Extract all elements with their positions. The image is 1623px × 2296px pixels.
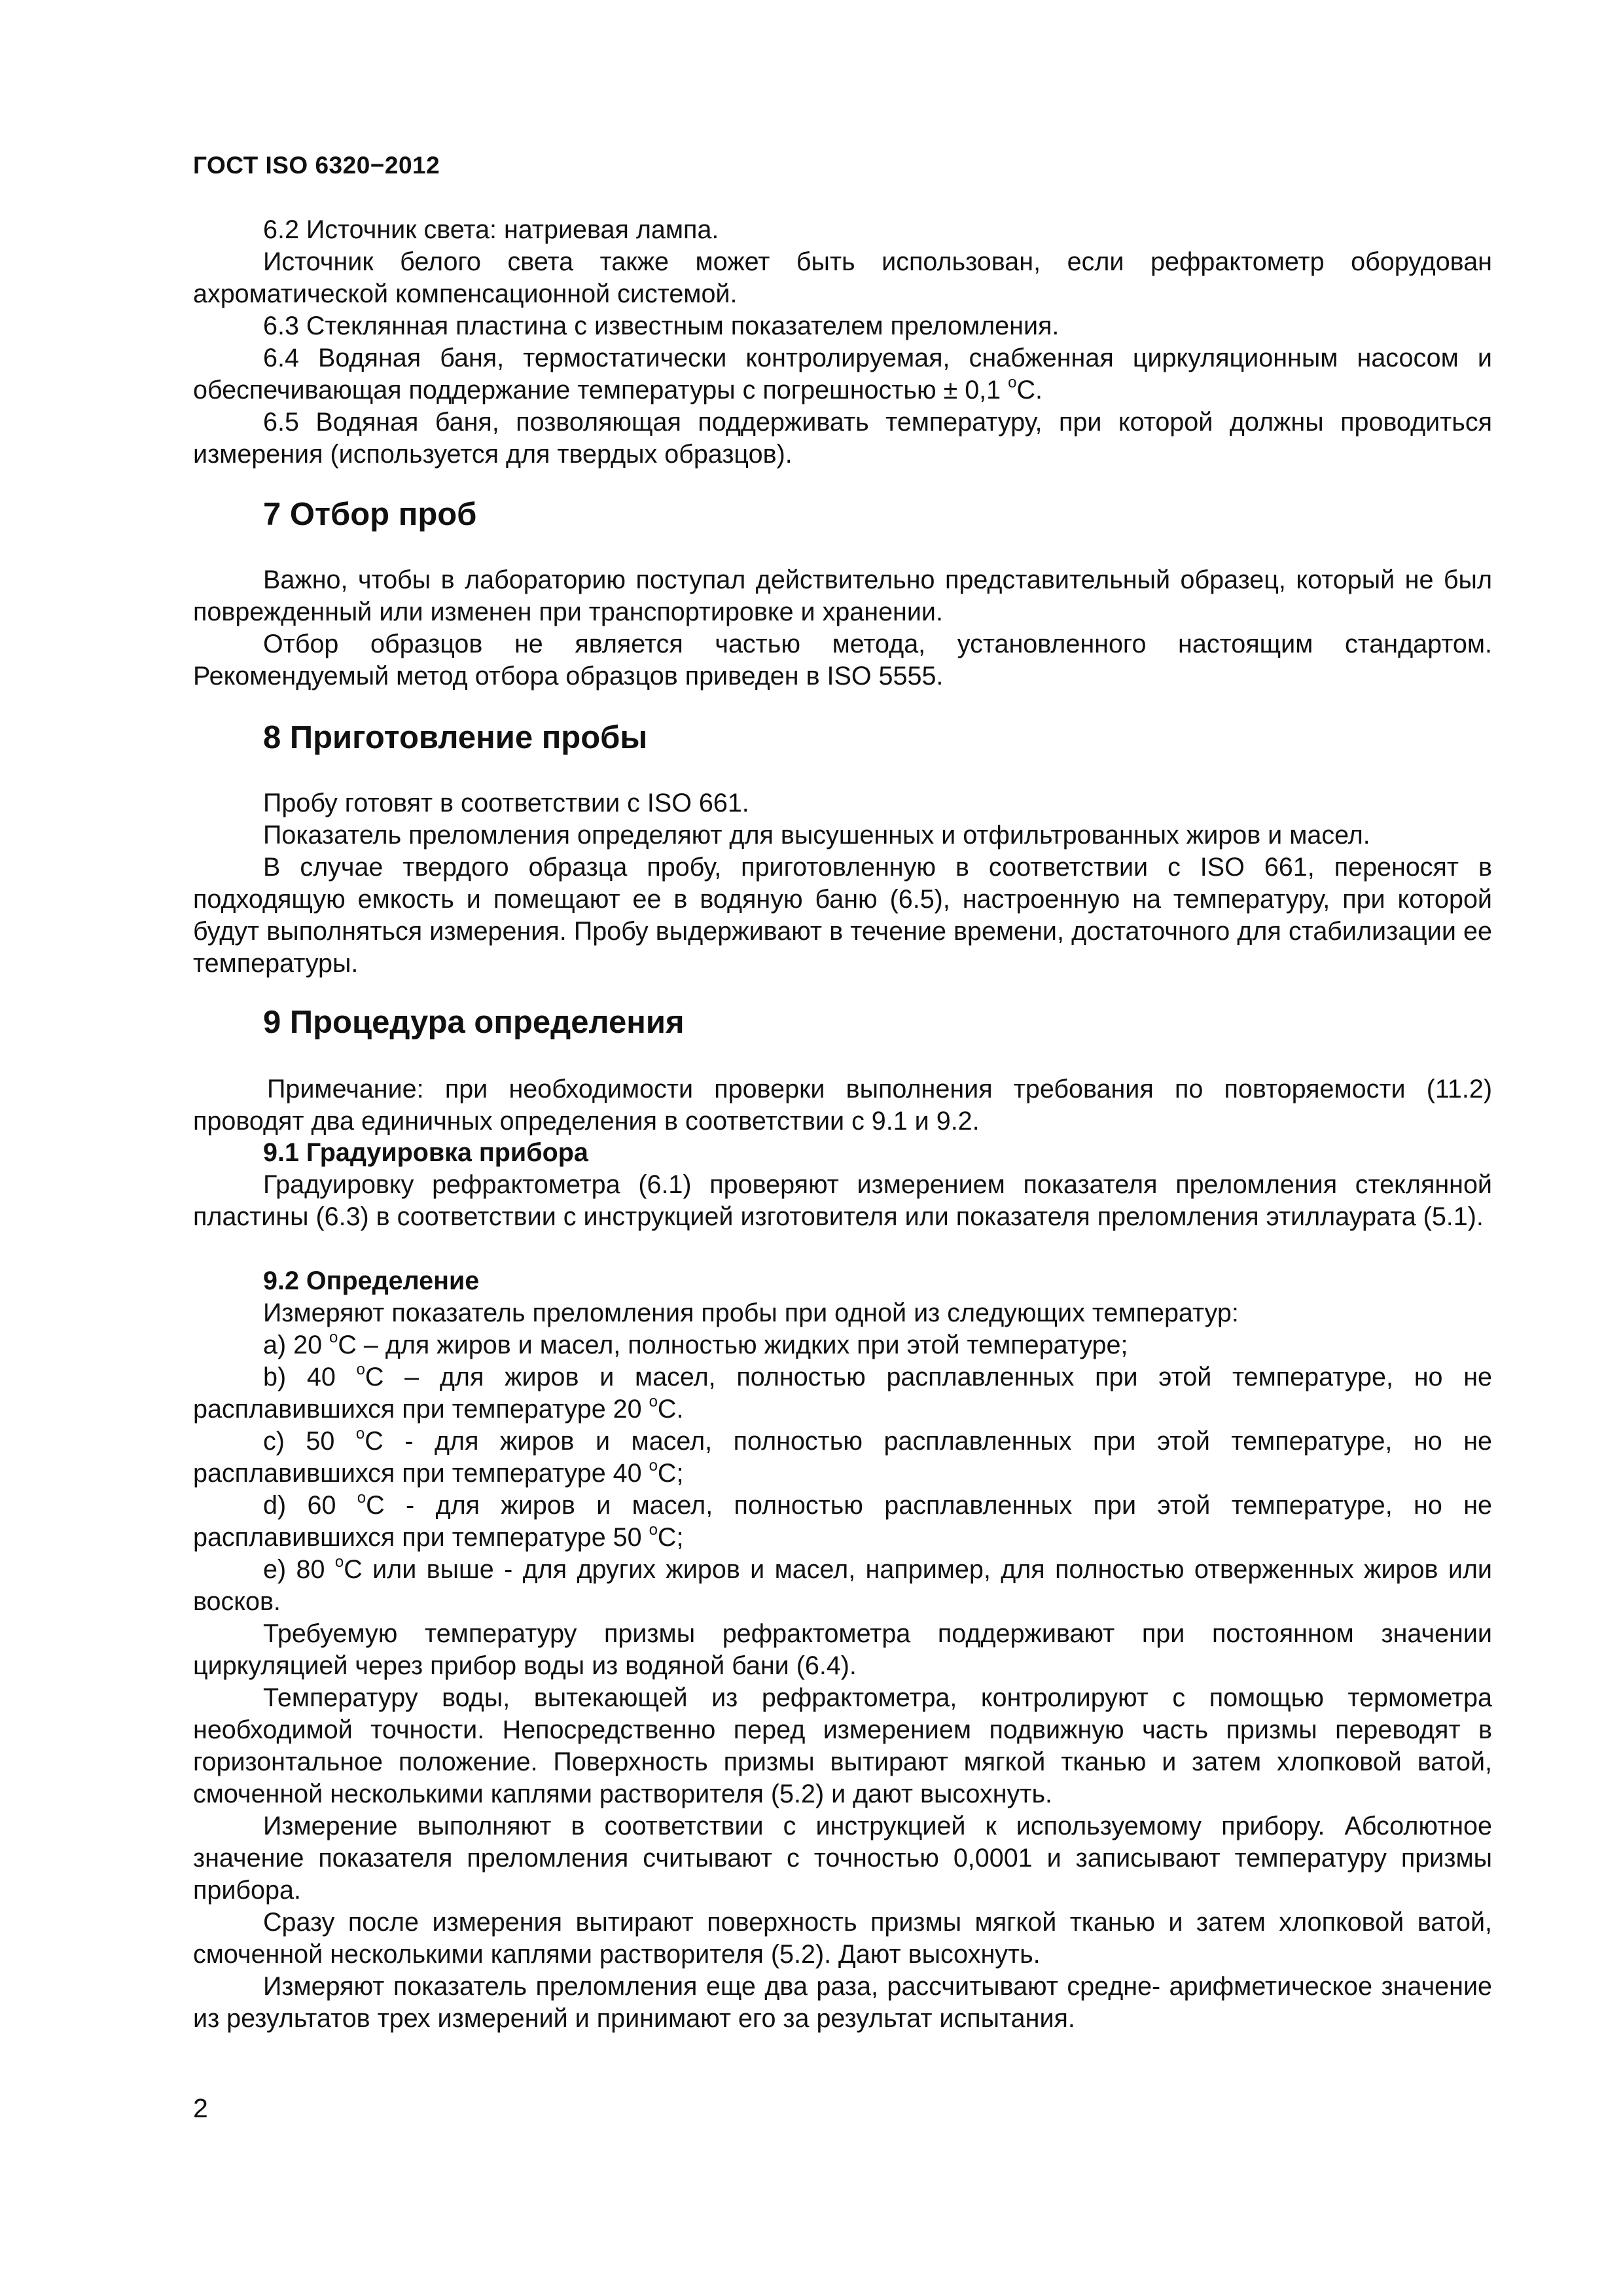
list-item-a — [193, 1329, 1492, 1361]
degree-mark: o — [329, 1329, 338, 1346]
section-9-paragraph-1: Требуемую температуру призмы рефрактометра поддерживают при постоянном значении циркуляцией через прибор воды из водяной бани (6.4). — [193, 1619, 1492, 1680]
degree-mark: o — [355, 1425, 365, 1443]
page-number: 2 — [193, 2093, 208, 2123]
list-item-e — [193, 1554, 1492, 1618]
subsection-9-2-title: 9.2 Определение — [263, 1266, 480, 1295]
subsection-9-1-text: Градуировку рефрактометра (6.1) проверяют измерением показателя преломления стеклянной пластины (6.3) в соответствии с инструкцией изготовителя или показателя преломления этиллаурата (5.1). — [193, 1170, 1492, 1231]
section-9-title: 9 Процедура определения — [263, 1005, 685, 1040]
list-item-b — [193, 1361, 1492, 1426]
section-9-paragraph-4: Сразу после измерения вытирают поверхность призмы мягкой тканью и затем хлопковой ватой, смоченной несколькими каплями растворителя (5.2). Дают высохнуть. — [193, 1908, 1492, 1969]
degree-mark: o — [334, 1553, 344, 1571]
text-fragment: b) 40 — [263, 1363, 357, 1391]
subsection-9-2-intro: Измеряют показатель преломления пробы при одной из следующих температур: — [263, 1299, 1239, 1327]
degree-mark: o — [356, 1361, 365, 1378]
section-8-paragraph-3: В случае твердого образца пробу, приготовленную в соответствии с ISO 661, переносят в подходящую емкость и помещают ее в водяную баню (6.5), настроенную на температуру, при которой будут выполняться измерения. Пробу выдерживают в течение времени, достаточного для стабилизации ее температуры. — [193, 853, 1492, 978]
text-fragment: С – для жиров и масел, полностью жидких при этой температуре; — [338, 1331, 1128, 1359]
text-fragment: С. — [657, 1395, 684, 1424]
section-8-title: 8 Приготовление пробы — [263, 720, 648, 755]
section-7-title: 7 Отбор проб — [263, 497, 477, 532]
paragraph-6-2: 6.2 Источник света: натриевая лампа. — [263, 215, 719, 244]
text-fragment: С – для жиров и масел, полностью расплавленных при этой температуре, но не расплавившихся при температуре 20 — [193, 1363, 1492, 1424]
section-9-note: Примечание: при необходимости проверки выполнения требования по повторяемости (11.2) проводят два единичных определения в соответствии с 9.1 и 9.2. — [193, 1075, 1492, 1136]
degree-mark: o — [649, 1521, 658, 1539]
section-9-paragraph-2: Температуру воды, вытекающей из рефрактометра, контролируют с помощью термометра необходимой точности. Непосредственно перед измерением подвижную часть призмы переводят в горизонтальное положение. Поверхность призмы вытирают мягкой тканью и затем хлопковой ватой, смоченной несколькими каплями растворителя (5.2) и дают высохнуть. — [193, 1683, 1492, 1808]
text-fragment: а) 20 — [263, 1331, 330, 1359]
degree-mark: o — [357, 1489, 366, 1507]
text-fragment: d) 60 — [263, 1491, 357, 1520]
degree-mark: o — [649, 1457, 658, 1475]
subsection-9-1-title: 9.1 Градуировка прибора — [263, 1138, 588, 1167]
section-8-paragraph-2: Показатель преломления определяют для высушенных и отфильтрованных жиров и масел. — [263, 821, 1370, 850]
list-item-c — [193, 1426, 1492, 1490]
text-fragment: 6.4 Водяная баня, термостатически контролируемая, снабженная циркуляционным насосом и обеспечивающая поддержание температуры с погрешностью ± 0,1 — [193, 344, 1492, 404]
paragraph-6-3: 6.3 Стеклянная пластина с известным показателем преломления. — [263, 312, 1060, 340]
text-fragment: С. — [1016, 376, 1043, 404]
section-7-paragraph-2: Отбор образцов не является частью метода, установленного настоящим стандартом. Рекомендуемый метод отбора образцов приведен в ISO 5555. — [193, 630, 1492, 691]
text-fragment: e) 80 — [263, 1555, 335, 1584]
document-page — [193, 0, 1492, 2296]
text-fragment: С или выше - для других жиров и масел, например, для полностью отверженных жиров или восков. — [193, 1555, 1492, 1616]
document-header: ГОСТ ISO 6320−2012 — [193, 152, 440, 179]
degree-mark: o — [1008, 374, 1017, 391]
paragraph-6-4 — [193, 342, 1492, 406]
degree-mark: o — [649, 1393, 658, 1410]
section-9-paragraph-3: Измерение выполняют в соответствии с инструкцией к используемому прибору. Абсолютное значение показателя преломления считывают с точностью 0,0001 и записывают температуру призмы прибора. — [193, 1812, 1492, 1905]
text-fragment: С - для жиров и масел, полностью расплавленных при этой температуре, но не расплавившихся при температуре 40 — [193, 1427, 1492, 1488]
list-item-d — [193, 1490, 1492, 1554]
section-9-paragraph-5: Измеряют показатель преломления еще два раза, рассчитывают средне- арифметическое значение из результатов трех измерений и принимают его за результат испытания. — [193, 1972, 1492, 2033]
text-fragment: С; — [657, 1523, 684, 1552]
text-fragment: c) 50 — [263, 1427, 356, 1456]
paragraph-6-5: 6.5 Водяная баня, позволяющая поддерживать температуру, при которой должны проводиться измерения (используется для твердых образцов). — [193, 408, 1492, 469]
text-fragment: С - для жиров и масел, полностью расплавленных при этой температуре, но не расплавившихся при температуре 50 — [193, 1491, 1492, 1552]
text-fragment: С; — [657, 1459, 684, 1488]
paragraph-6-2-note: Источник белого света также может быть использован, если рефрактометр оборудован ахроматической компенсационной системой. — [193, 247, 1492, 308]
section-8-paragraph-1: Пробу готовят в соответствии с ISO 661. — [263, 789, 749, 817]
section-7-paragraph-1: Важно, чтобы в лабораторию поступал действительно представительный образец, который не был поврежденный или изменен при транспортировке и хранении. — [193, 565, 1492, 626]
